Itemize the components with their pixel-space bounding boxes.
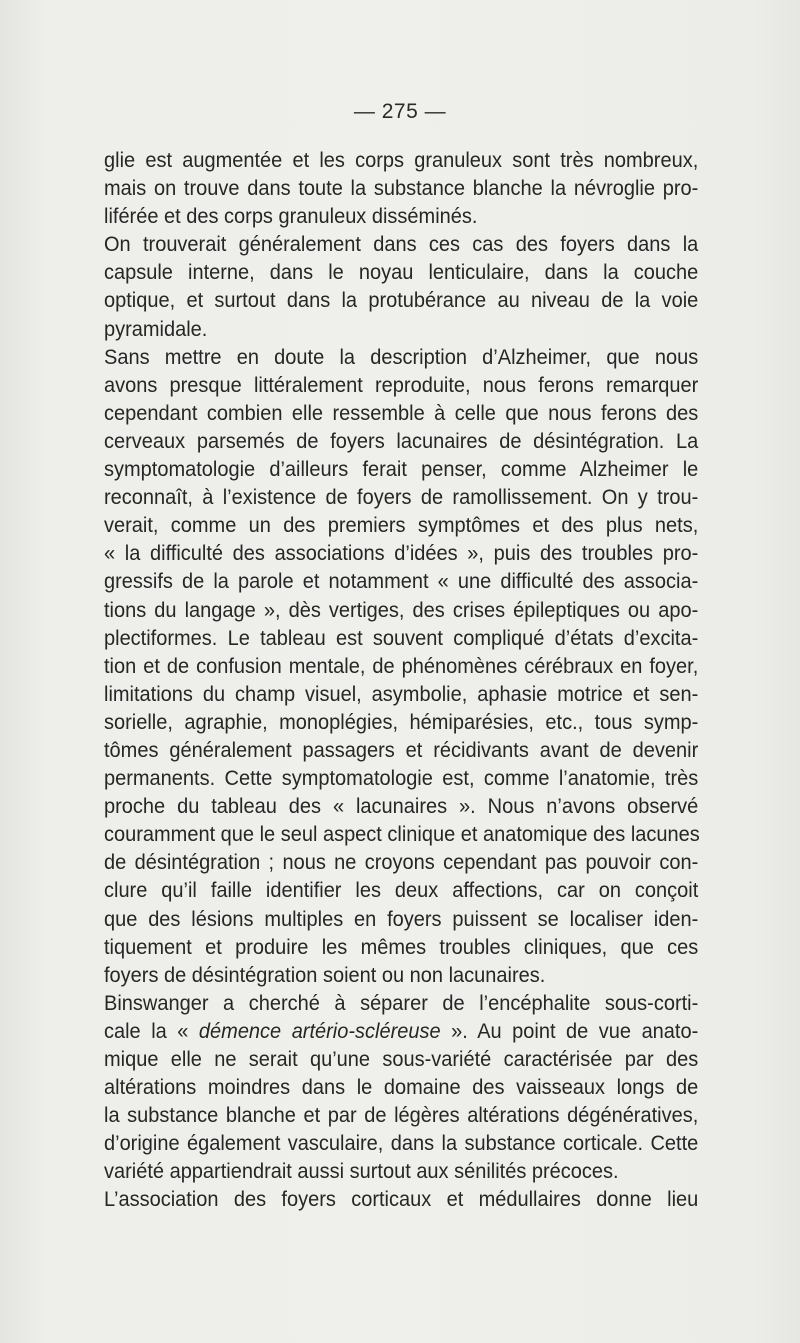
text-line: d’origine également vasculaire, dans la substance corticale. Cette [104, 1131, 699, 1156]
text-line: tion et de confusion mentale, de phénomènes cérébraux en foyer, [104, 653, 699, 678]
text-line: cependant combien elle ressemble à celle que nous ferons des [104, 400, 699, 425]
text-line: cerveaux parsemés de foyers lacunaires de désintégration. La [104, 428, 699, 453]
text-line: liférée et des corps granuleux disséminés. [104, 204, 478, 229]
text-line: sorielle, agraphie, monoplégies, hémiparésies, etc., tous symp- [104, 709, 699, 734]
text-line: cale la « démence artério-scléreuse ». Au point de vue anato- [104, 1018, 699, 1043]
text-line: clure qu’il faille identifier les deux affections, car on conçoit [104, 878, 699, 903]
page-number: — 275 — [353, 100, 447, 123]
text-line: verait, comme un des premiers symptômes et des plus nets, [104, 513, 699, 538]
text-line: gressifs de la parole et notamment « une difficulté des associa- [104, 569, 699, 594]
text-line: « la difficulté des associations d’idées », puis des troubles pro- [104, 541, 699, 566]
text-line: de désintégration ; nous ne croyons cependant pas pouvoir con- [104, 850, 699, 875]
text-line: On trouverait généralement dans ces cas des foyers dans la [104, 232, 699, 257]
italic-term: démence artério-scléreuse [198, 1018, 441, 1043]
text-line: reconnaît, à l’existence de foyers de ramollissement. On y trou- [104, 485, 699, 510]
text-line: avons presque littéralement reproduite, nous ferons remarquer [104, 372, 699, 397]
text-line: pyramidale. [104, 316, 208, 341]
text-line: capsule interne, dans le noyau lenticulaire, dans la couche [104, 260, 699, 285]
body-text [104, 146, 698, 1214]
text-line: optique, et surtout dans la protubérance au niveau de la voie [104, 288, 699, 313]
text-line: mique elle ne serait qu’une sous-variété caractérisée par des [104, 1047, 699, 1071]
text-line: tions du langage », dès vertiges, des crises épileptiques ou apo- [104, 597, 699, 622]
text-line: altérations moindres dans le domaine des vaisseaux longs de [104, 1075, 699, 1100]
text-line: tômes généralement passagers et récidivants avant de devenir [104, 737, 699, 762]
text-line: que des lésions multiples en foyers puissent se localiser iden- [104, 906, 699, 931]
text-line: foyers de désintégration soient ou non lacunaires. [104, 962, 546, 987]
text-line: symptomatologie d’ailleurs ferait penser, comme Alzheimer le [104, 457, 699, 482]
text-line: Sans mettre en doute la description d’Alzheimer, que nous [104, 344, 699, 369]
text-line: permanents. Cette symptomatologie est, comme l’anatomie, très [104, 766, 699, 791]
text-line: tiquement et produire les mêmes troubles cliniques, que ces [104, 934, 699, 959]
text-line: couramment que le seul aspect clinique et anatomique des lacunes [104, 822, 700, 847]
text-line: glie est augmentée et les corps granuleux sont très nombreux, [104, 148, 699, 172]
text-line: variété appartiendrait aussi surtout aux sénilités précoces. [104, 1159, 619, 1184]
text-line: plectiformes. Le tableau est souvent compliqué d’états d’excita- [104, 625, 699, 650]
text-line: la substance blanche et par de légères altérations dégénératives, [104, 1103, 699, 1128]
text-line: proche du tableau des « lacunaires ». Nous n’avons observé [104, 794, 699, 819]
text-line: Binswanger a cherché à séparer de l’encéphalite sous-corti- [104, 990, 699, 1015]
text-line: limitations du champ visuel, asymbolie, aphasie motrice et sen- [104, 681, 699, 706]
text-line: mais on trouve dans toute la substance blanche la névroglie pro- [104, 176, 699, 201]
text-line: L’association des foyers corticaux et médullaires donne lieu [104, 1187, 699, 1212]
